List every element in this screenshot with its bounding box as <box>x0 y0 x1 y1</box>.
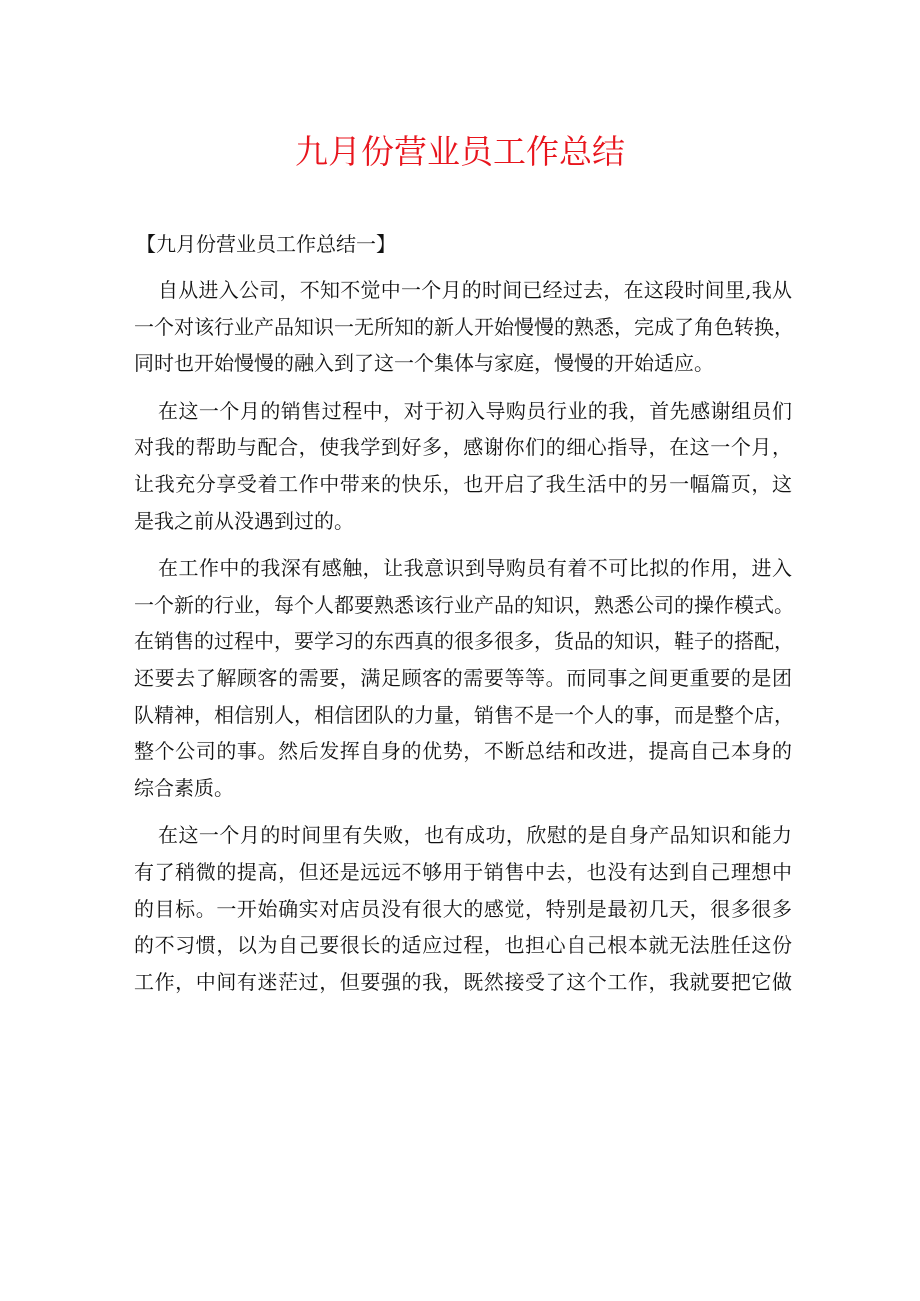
paragraph-line: 同时也开始慢慢的融入到了这一个集体与家庭，慢慢的开始适应。 <box>134 351 714 376</box>
paragraph <box>134 393 792 539</box>
paragraph-line: 对我的帮助与配合，使我学到好多，感谢你们的细心指导，在这一个月， <box>134 435 792 460</box>
paragraph-line: 一个新的行业，每个人都要熟悉该行业产品的知识，熟悉公司的操作模式。 <box>134 592 794 617</box>
paragraph-line: 在销售的过程中，要学习的东西真的很多很多，货品的知识，鞋子的搭配， <box>134 629 794 654</box>
paragraph-line: 还要去了解顾客的需要，满足顾客的需要等等。而同事之间更重要的是团 <box>134 665 792 690</box>
paragraph-line: 的不习惯，以为自己要很长的适应过程，也担心自己根本就无法胜任这份 <box>134 933 792 958</box>
paragraph-line: 队精神，相信别人，相信团队的力量，销售不是一个人的事，而是整个店， <box>134 702 794 727</box>
paragraph <box>134 272 792 382</box>
paragraph-line: 自从进入公司，不知不觉中一个月的时间已经过去，在这段时间里,我从 <box>158 278 792 302</box>
paragraph-line: 有了稍微的提高，但还是远远不够用于销售中去，也没有达到自己理想中 <box>134 859 792 884</box>
section-heading: 【九月份营业员工作总结一】 <box>136 232 396 256</box>
paragraph-line: 在这一个月的时间里有失败，也有成功，欣慰的是自身产品知识和能力 <box>158 823 792 848</box>
paragraph-line: 是我之前从没遇到过的。 <box>134 508 354 533</box>
document-body <box>134 272 792 1011</box>
paragraph-line: 的目标。一开始确实对店员没有很大的感觉，特别是最初几天，很多很多 <box>134 896 792 921</box>
paragraph <box>134 550 792 806</box>
paragraph-line: 综合素质。 <box>134 775 234 800</box>
paragraph-line: 在工作中的我深有感触，让我意识到导购员有着不可比拟的作用，进入 <box>158 556 792 581</box>
paragraph-line: 整个公司的事。然后发挥自身的优势，不断总结和改进，提高自己本身的 <box>134 739 792 764</box>
document-title: 九月份营业员工作总结 <box>295 132 625 171</box>
paragraph <box>134 817 792 1000</box>
paragraph-line: 让我充分享受着工作中带来的快乐，也开启了我生活中的另一幅篇页，这 <box>134 471 792 496</box>
paragraph-line: 在这一个月的销售过程中，对于初入导购员行业的我，首先感谢组员们 <box>158 398 792 423</box>
paragraph-line: 工作，中间有迷茫过，但要强的我，既然接受了这个工作，我就要把它做 <box>134 969 792 994</box>
paragraph-line: 一个对该行业产品知识一无所知的新人开始慢慢的熟悉，完成了角色转换， <box>134 314 794 339</box>
